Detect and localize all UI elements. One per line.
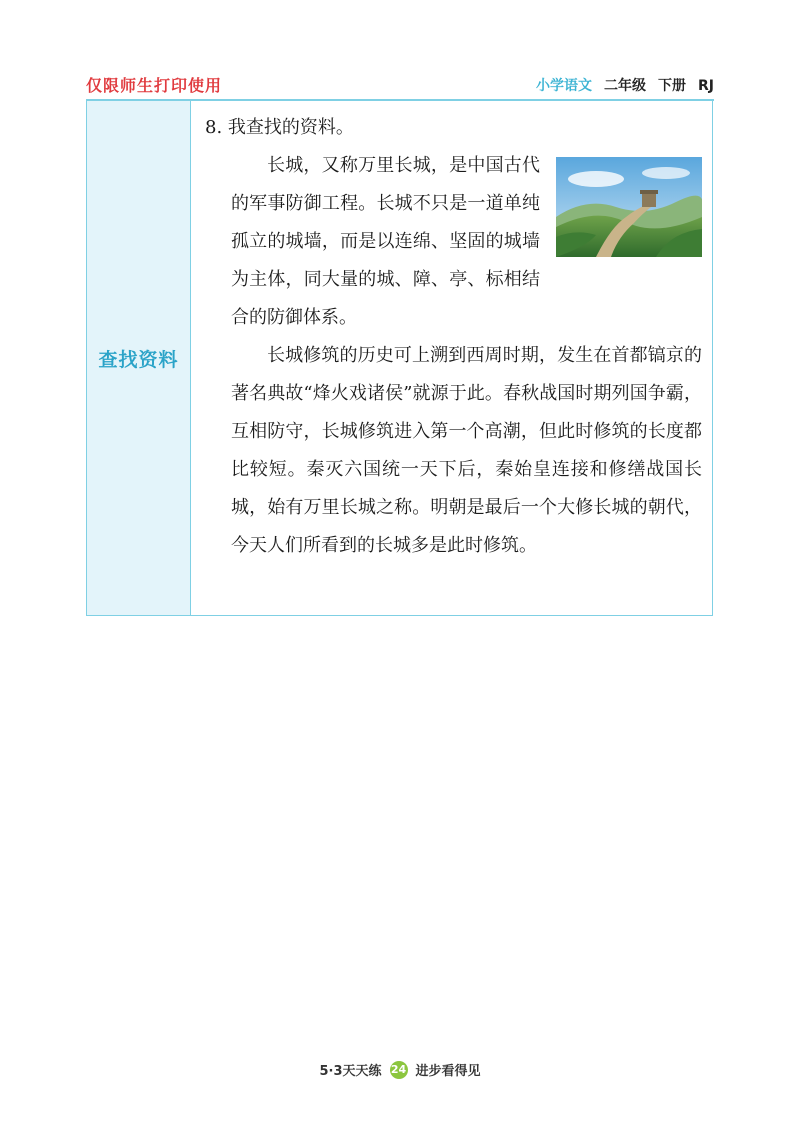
- page-number: 24: [390, 1061, 408, 1079]
- book-info: [536, 75, 714, 95]
- question-title: 8. 我查找的资料。: [205, 117, 354, 138]
- edition-label: RJ: [698, 78, 714, 94]
- grade-label: 二年级: [604, 78, 646, 94]
- section-label-cell: [87, 101, 191, 615]
- subject-label: 小学语文: [536, 78, 592, 94]
- paragraph-2: 长城修筑的历史可上溯到西周时期，发生在首都镐京的著名典故“烽火戏诸侯”就源于此。春秋战国时期列国争霸，互相防守，长城修筑进入第一个高潮，但此时修筑的长度都比较短。秦灭六国统一天下后，秦始皇连接和修缮战国长城，始有万里长城之称。明朝是最后一个大修长城的朝代，今天人们所看到的长城多是此时修筑。: [231, 345, 702, 556]
- page-footer: [0, 1060, 800, 1079]
- exercise-table: [86, 101, 713, 616]
- section-label: 查找资料: [98, 348, 179, 371]
- footer-brand: 5·3天天练: [319, 1064, 382, 1079]
- volume-label: 下册: [658, 78, 686, 94]
- paragraph-1: 长城，又称万里长城，是中国古代的军事防御工程。长城不只是一道单纯孤立的城墙，而是以连绵、坚固的城墙为主体，同大量的城、障、亭、标相结合的防御体系。: [231, 155, 540, 328]
- print-notice: 仅限师生打印使用: [86, 76, 223, 95]
- content-cell: [191, 101, 712, 615]
- great-wall-photo: [556, 157, 702, 257]
- footer-slogan: 进步看得见: [415, 1064, 481, 1079]
